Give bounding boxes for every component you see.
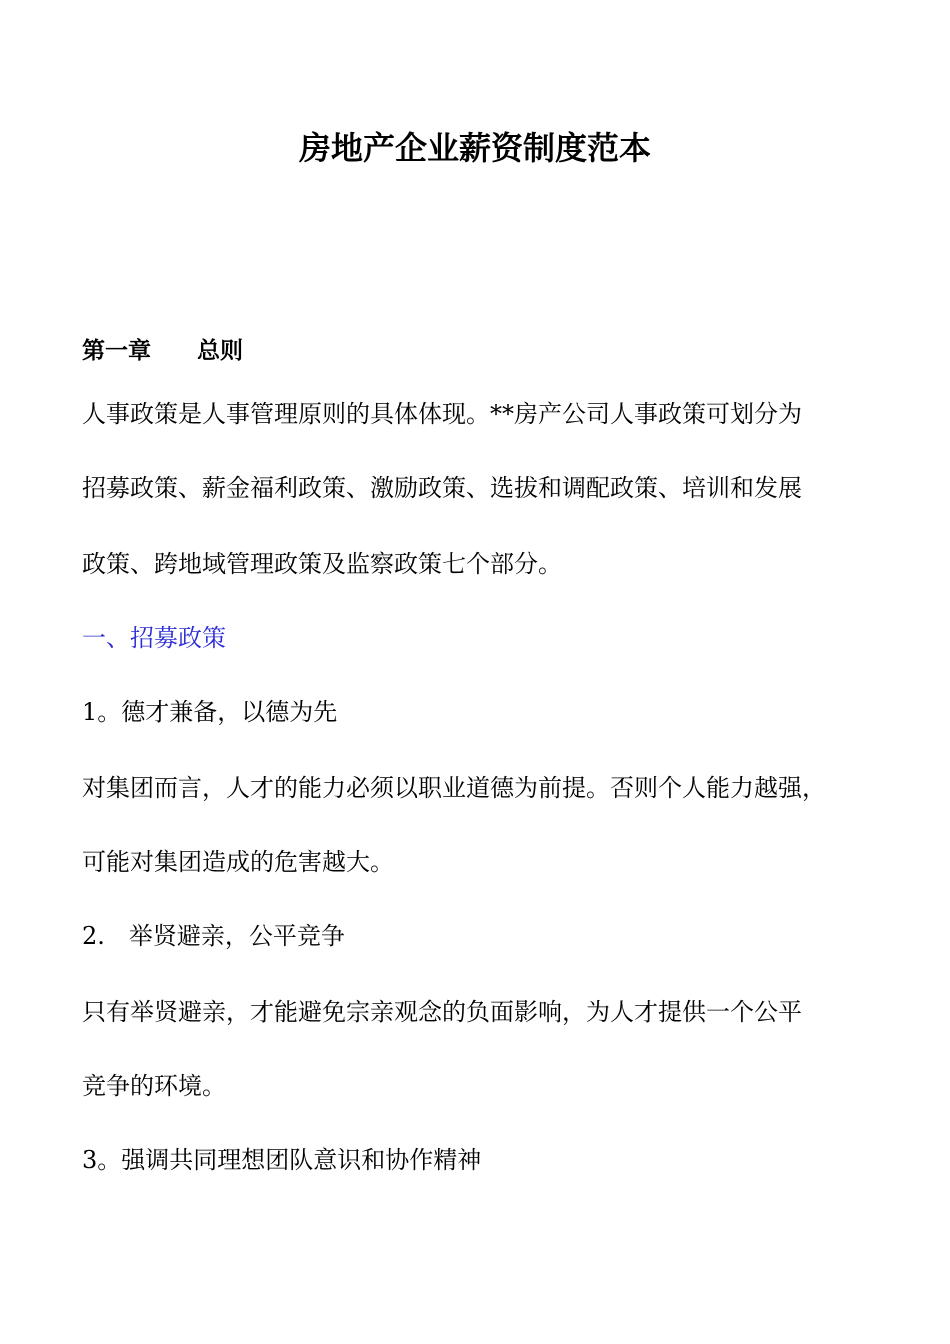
item2-heading: 2. 举贤避亲，公平竞争 <box>82 922 345 950</box>
item1-line-2: 可能对集团造成的危害越大。 <box>82 848 394 876</box>
item1-line-1: 对集团而言，人才的能力必须以职业道德为前提。否则个人能力越强， <box>82 774 826 802</box>
item3-heading: 3。强调共同理想团队意识和协作精神 <box>82 1146 482 1174</box>
document-title: 房地产企业薪资制度范本 <box>298 129 651 167</box>
section-heading: 一、招募政策 <box>82 624 226 652</box>
item2-line-1: 只有举贤避亲，才能避免宗亲观念的负面影响，为人才提供一个公平 <box>82 998 802 1026</box>
intro-line-2: 招募政策、薪金福利政策、激励政策、选拔和调配政策、培训和发展 <box>82 474 802 502</box>
intro-line-1: 人事政策是人事管理原则的具体体现。**房产公司人事政策可划分为 <box>82 400 802 428</box>
item2-line-2: 竞争的环境。 <box>82 1072 226 1100</box>
chapter-heading: 第一章 总则 <box>82 337 243 364</box>
intro-line-3: 政策、跨地域管理政策及监察政策七个部分。 <box>82 550 562 578</box>
item1-heading: 1。德才兼备，以德为先 <box>82 698 338 726</box>
